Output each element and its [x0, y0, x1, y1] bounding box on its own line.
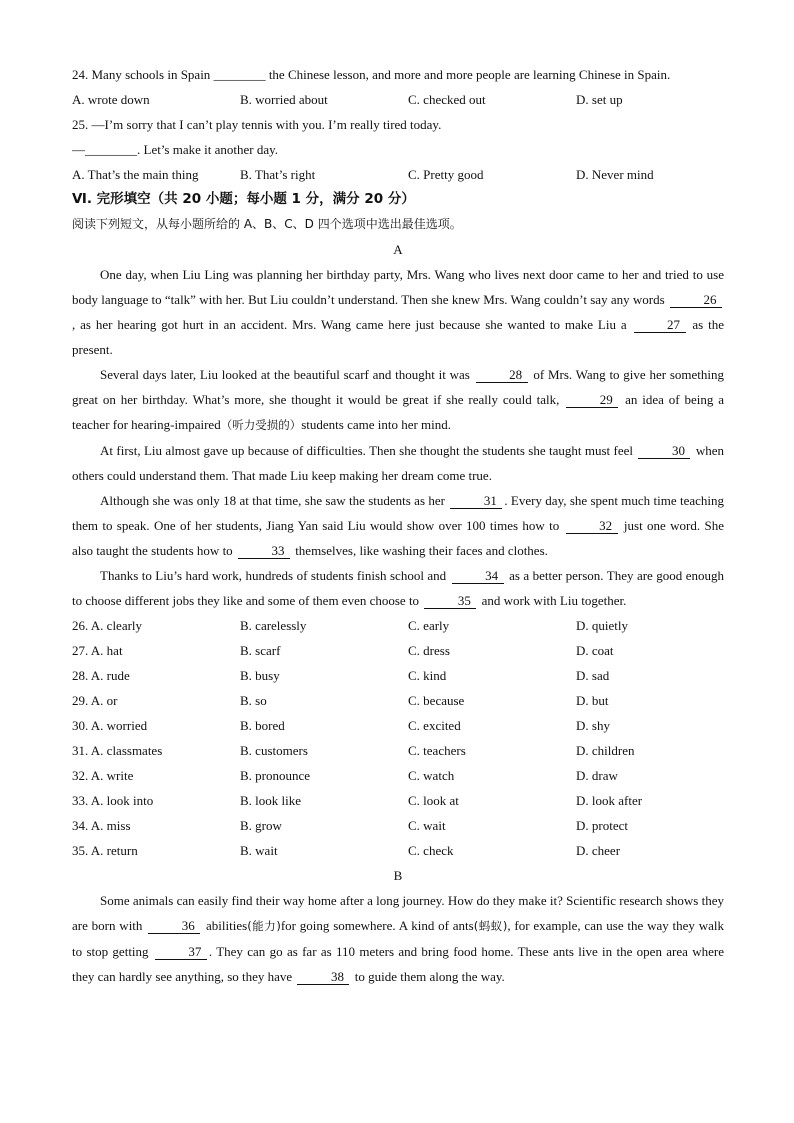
option: D. look after [576, 793, 643, 808]
option: 31. A. classmates [72, 743, 163, 758]
option: B. so [240, 693, 267, 708]
blank-34: 34 [452, 568, 504, 584]
cloze-option-row-33 [72, 788, 724, 813]
option: 35. A. return [72, 843, 138, 858]
option: B. pronounce [240, 768, 311, 783]
q24-option-c: C. checked out [408, 92, 486, 107]
text: , as her hearing got hurt in an accident. Mrs. Wang came here just because she wanted to make Liu a [72, 317, 632, 332]
blank-26: 26 [670, 292, 722, 308]
text: and work with Liu together. [478, 593, 627, 608]
blank-37: 37 [155, 944, 207, 960]
option: D. shy [576, 718, 610, 733]
cloze-option-row-28 [72, 663, 724, 688]
passage-b-paragraph-1 [72, 888, 724, 989]
text: as the present. [72, 317, 724, 357]
option: C. kind [408, 668, 447, 683]
blank-31: 31 [450, 493, 502, 509]
q25-option-a: A. That’s the main thing [72, 167, 199, 182]
passage-a-paragraph-2 [72, 362, 724, 438]
text: when others could understand them. That made Liu keep making her dream come true. [72, 443, 724, 483]
blank-27: 27 [634, 317, 686, 333]
option: D. coat [576, 643, 614, 658]
q25-option-d: D. Never mind [576, 167, 654, 182]
option: D. cheer [576, 843, 621, 858]
option: D. protect [576, 818, 628, 833]
option: B. grow [240, 818, 282, 833]
text: One day, when Liu Ling was planning her birthday party, Mrs. Wang who lives next door came to her and tried to use body language to “talk” with her. But Liu couldn’t understand. Then she knew Mrs. Wang couldn’t say any words [72, 267, 724, 307]
text: . They can go as far as 110 meters and bring food home. These ants live in the open area where they can hardly see anything, so they have [72, 944, 725, 984]
option: D. draw [576, 768, 618, 783]
text: students came into her mind. [301, 417, 452, 432]
option: B. scarf [240, 643, 281, 658]
cloze-options-list [72, 613, 724, 863]
text: an idea of being a teacher for hearing-impaired [72, 392, 725, 432]
option: 30. A. worried [72, 718, 148, 733]
text: , for example, can use the way they walk to stop getting [72, 918, 724, 959]
cloze-option-row-27 [72, 638, 724, 663]
passage-a-paragraph-3 [72, 438, 724, 488]
cloze-option-row-29 [72, 688, 724, 713]
q24-option-a: A. wrote down [72, 92, 150, 107]
option: B. customers [240, 743, 308, 758]
q24-option-b: B. worried about [240, 92, 328, 107]
blank-32: 32 [566, 518, 618, 534]
option: C. because [408, 693, 465, 708]
blank-35: 35 [424, 593, 476, 609]
option: B. carelessly [240, 618, 307, 633]
option: 27. A. hat [72, 643, 123, 658]
option: C. look at [408, 793, 459, 808]
option: 29. A. or [72, 693, 118, 708]
option: 32. A. write [72, 768, 134, 783]
text: abilities [202, 918, 248, 933]
text: Thanks to Liu’s hard work, hundreds of students finish school and [100, 568, 450, 583]
cloze-option-row-26 [72, 613, 724, 638]
blank-36: 36 [148, 918, 200, 934]
option: 33. A. look into [72, 793, 154, 808]
blank-29: 29 [566, 392, 618, 408]
blank-38: 38 [297, 969, 349, 985]
q24-stem-after: the Chinese lesson, and more and more people are learning Chinese in Spain. [265, 67, 671, 82]
text: Some animals can easily find their way home after a long journey. How do they make it? Scientific research shows they are born with [72, 893, 724, 933]
text: of Mrs. Wang to give her something great on her birthday. What’s more, she thought it would be great if she really could talk, [72, 367, 724, 407]
question-25-stem: 25. —I’m sorry that I can’t play tennis with you. I’m really tired today. [72, 117, 442, 132]
text: as a better person. They are good enough to choose different jobs they like and some of them even choose to [72, 568, 724, 608]
q25-option-c: C. Pretty good [408, 167, 484, 182]
q24-stem-before: 24. Many schools in Spain [72, 67, 214, 82]
cloze-option-row-30 [72, 713, 724, 738]
option: B. wait [240, 843, 278, 858]
blank-33: 33 [238, 543, 290, 559]
q24-option-d: D. set up [576, 92, 623, 107]
option: C. excited [408, 718, 461, 733]
question-24-options [72, 87, 724, 112]
passage-a-paragraph-4 [72, 488, 724, 563]
blank-30: 30 [638, 443, 690, 459]
text: just one word. She also taught the students how to [72, 518, 724, 558]
q25-option-b: B. That’s right [240, 167, 316, 182]
option: C. teachers [408, 743, 466, 758]
option: C. watch [408, 768, 455, 783]
cloze-option-row-32 [72, 763, 724, 788]
option: C. check [408, 843, 454, 858]
passage-a-paragraph-5 [72, 563, 724, 613]
option: 28. A. rude [72, 668, 130, 683]
gloss: (蚂蚁) [473, 919, 508, 933]
text: to guide them along the way. [351, 969, 505, 984]
cloze-option-row-35 [72, 838, 724, 863]
option: B. busy [240, 668, 280, 683]
text: Several days later, Liu looked at the beautiful scarf and thought it was [100, 367, 474, 382]
option: C. dress [408, 643, 450, 658]
q25-reply-before: — [72, 142, 85, 157]
option: 26. A. clearly [72, 618, 143, 633]
question-24-stem [72, 62, 724, 87]
text: At first, Liu almost gave up because of difficulties. Then she thought the students she taught must feel [100, 443, 637, 458]
option: 34. A. miss [72, 818, 131, 833]
section-instructions: 阅读下列短文，从每小题所给的 A、B、C、D 四个选项中选出最佳选项。 [72, 217, 462, 231]
question-25-reply [72, 137, 724, 162]
passage-b-label: B [393, 868, 403, 883]
option: D. sad [576, 668, 610, 683]
q24-blank: ________ [213, 67, 266, 82]
passage-a-paragraph-1 [72, 262, 724, 362]
text: . Every day, she spent much time teaching them to speak. One of her students, Jiang Yan said Liu would show over 100 times how to [72, 493, 724, 533]
option: B. look like [240, 793, 302, 808]
q25-blank: ________ [85, 142, 137, 157]
gloss: （听力受损的） [220, 418, 302, 432]
question-25-options [72, 162, 724, 187]
option: D. quietly [576, 618, 628, 633]
text: Although she was only 18 at that time, she saw the students as her [100, 493, 449, 508]
text: for going somewhere. A kind of ants [280, 918, 474, 933]
cloze-option-row-34 [72, 813, 724, 838]
q25-reply-after: . Let’s make it another day. [137, 142, 279, 157]
text: themselves, like washing their faces and clothes. [291, 543, 548, 558]
option: D. but [576, 693, 609, 708]
passage-a-label: A [393, 242, 403, 257]
option: D. children [576, 743, 635, 758]
section-heading: Ⅵ. 完形填空（共 20 小题；每小题 1 分，满分 20 分） [72, 191, 415, 207]
exam-page [72, 62, 724, 989]
blank-28: 28 [476, 367, 528, 383]
gloss: (能力) [247, 919, 281, 933]
option: B. bored [240, 718, 285, 733]
option: C. wait [408, 818, 446, 833]
option: C. early [408, 618, 450, 633]
cloze-option-row-31 [72, 738, 724, 763]
